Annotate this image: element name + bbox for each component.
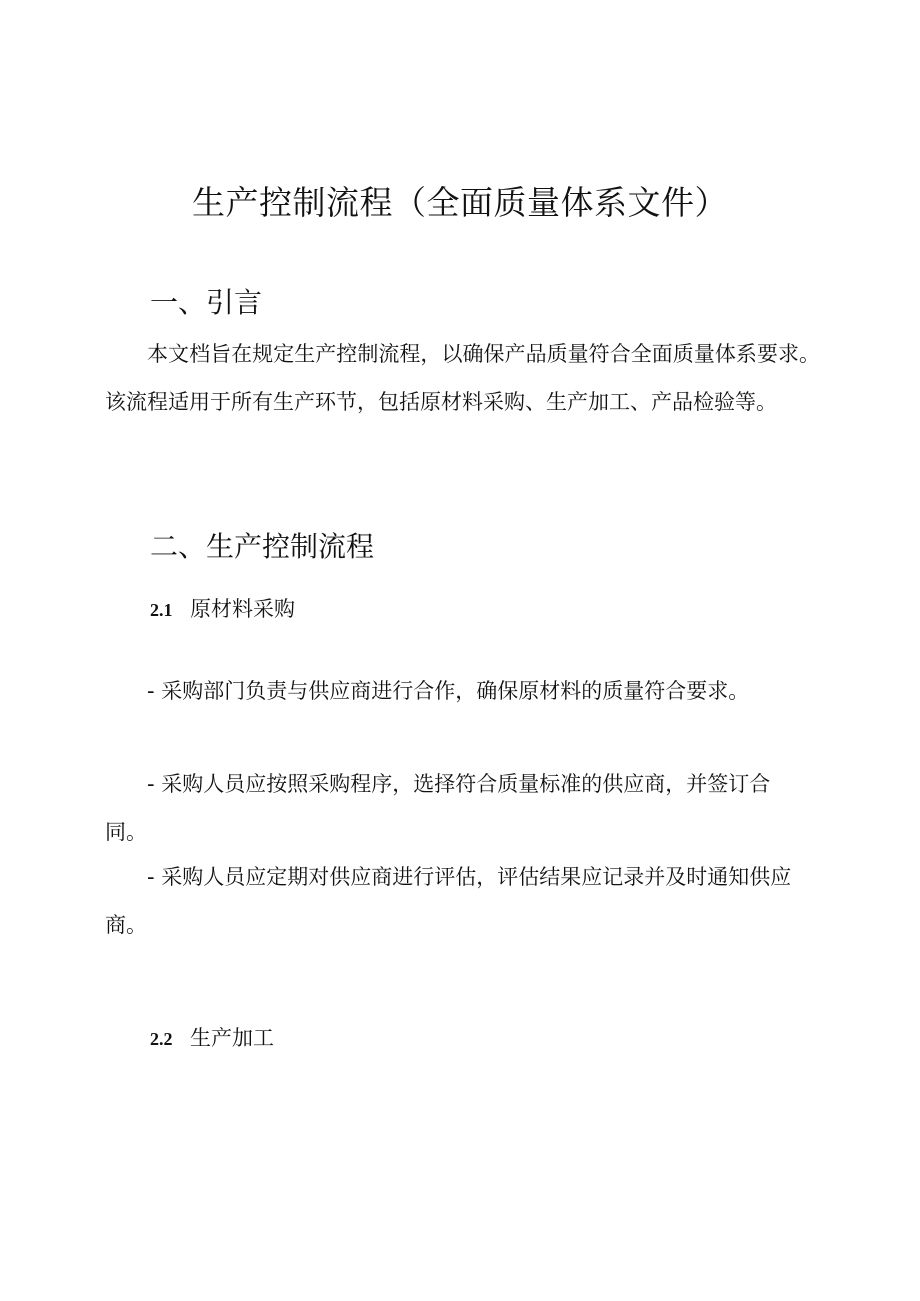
- subsection-title: 生产加工: [190, 1026, 274, 1050]
- subsection-number: 2.1: [150, 600, 173, 620]
- procurement-item: - 采购部门负责与供应商进行合作，确保原材料的质量符合要求。: [147, 679, 750, 703]
- subsection-number: 2.2: [150, 1029, 173, 1049]
- section-heading-production-control: 二、生产控制流程: [150, 530, 375, 563]
- subsection-heading-raw-material-procurement: [150, 594, 295, 625]
- introduction-paragraph: 本文档旨在规定生产控制流程，以确保产品质量符合全面质量体系要求。该流程适用于所有生产环节，包括原材料采购、生产加工、产品检验等。: [105, 342, 820, 414]
- subsection-heading-production-processing: [150, 1023, 274, 1054]
- document-title: 生产控制流程（全面质量体系文件）: [192, 183, 728, 222]
- subsection-title: 原材料采购: [190, 597, 295, 621]
- procurement-item: - 采购人员应按照采购程序，选择符合质量标准的供应商，并签订合同。: [105, 772, 771, 844]
- section-heading-introduction: 一、引言: [150, 286, 263, 319]
- procurement-item: - 采购人员应定期对供应商进行评估，评估结果应记录并及时通知供应商。: [105, 865, 792, 937]
